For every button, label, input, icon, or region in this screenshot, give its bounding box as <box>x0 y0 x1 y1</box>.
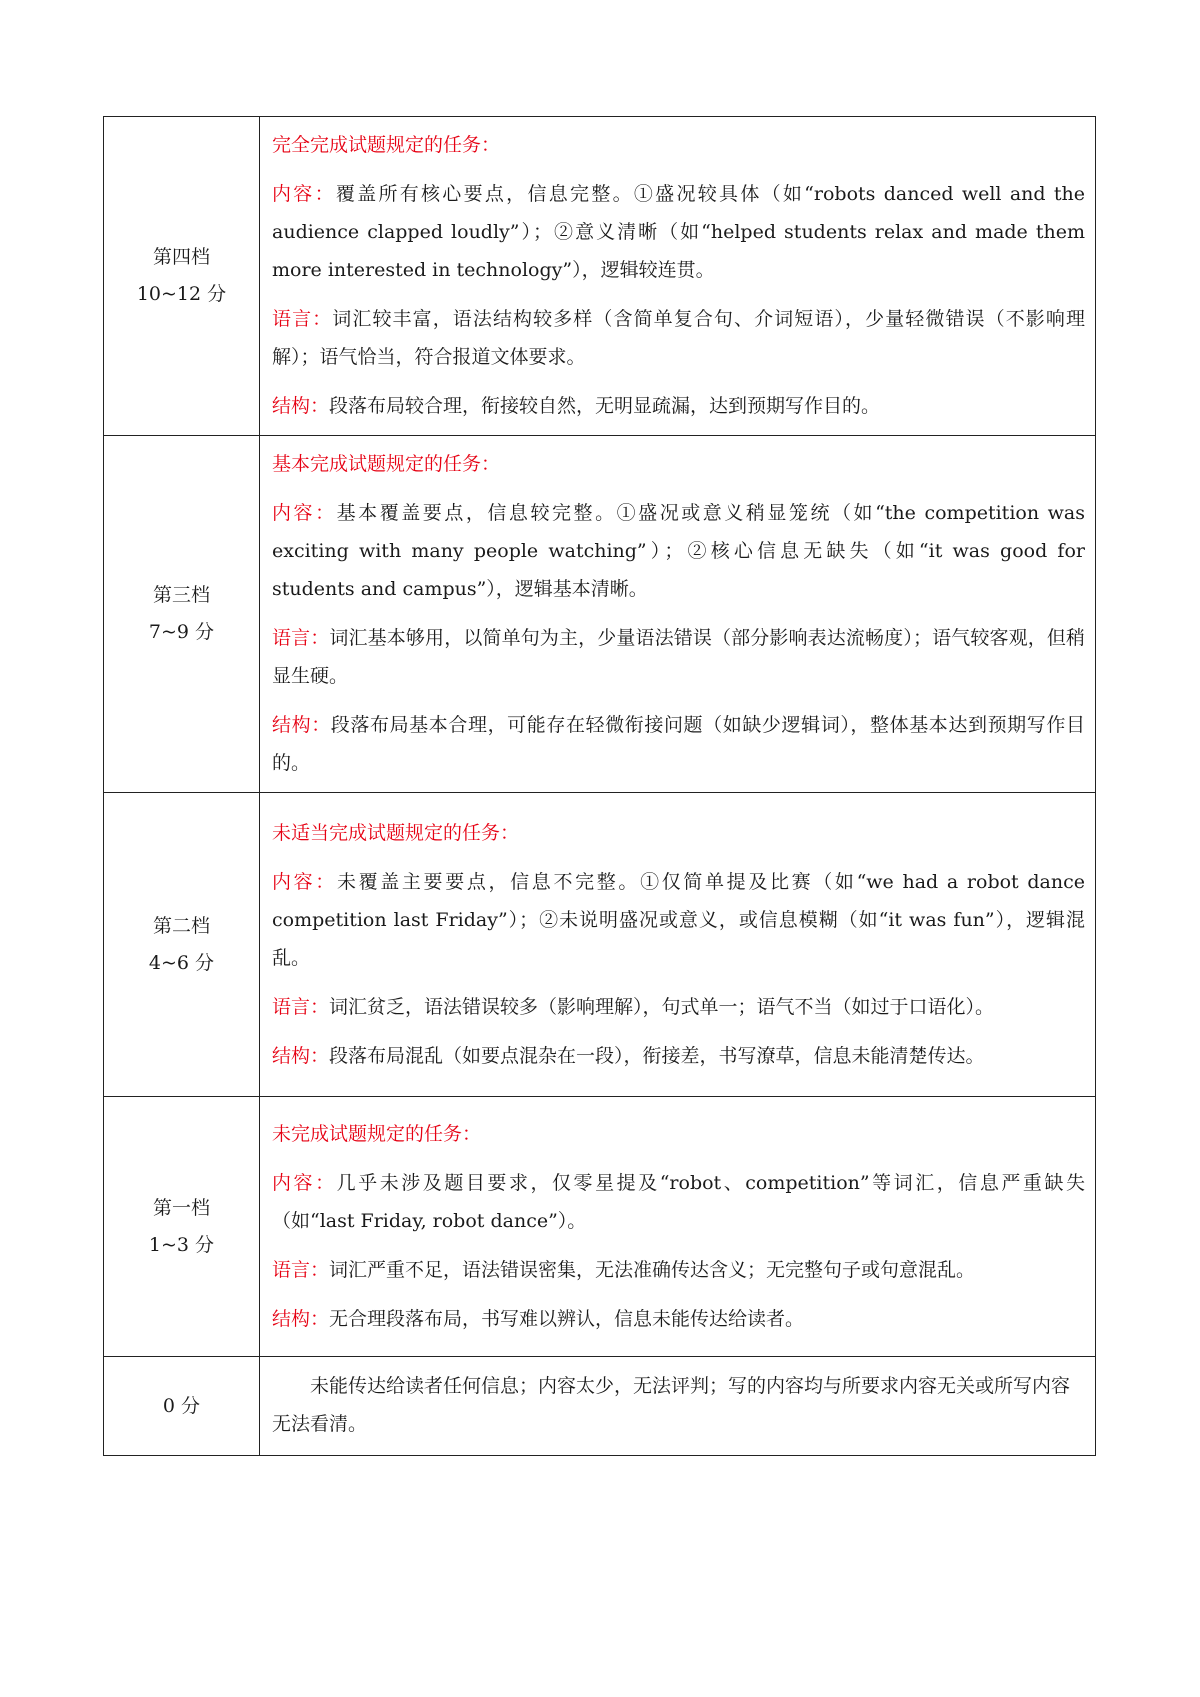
structure-criteria <box>272 1300 1085 1338</box>
rubric-row <box>104 117 1096 436</box>
structure-text: 段落布局较合理，衔接较自然，无明显疏漏，达到预期写作目的。 <box>329 395 881 417</box>
description-cell <box>260 436 1096 793</box>
content-text: 基本覆盖要点，信息较完整。①盛况或意义稍显笼统（如“the competition was exciting with many people watching”）；②核心信息无缺失（如“it was good for students and campus”），逻辑基本清晰。 <box>272 502 1085 600</box>
language-criteria <box>272 1251 1085 1289</box>
content-text: 未覆盖主要要点，信息不完整。①仅简单提及比赛（如“we had a robot dance competition last Friday”）；②未说明盛况或意义，或信息模糊（如“it was fun”），逻辑混乱。 <box>272 870 1085 969</box>
language-label: 语言： <box>272 1258 330 1281</box>
level-score: 0 分 <box>162 1394 201 1417</box>
structure-criteria <box>272 706 1085 782</box>
language-criteria <box>272 988 1085 1026</box>
content-text: 几乎未涉及题目要求，仅零星提及“robot、competition”等词汇，信息严重缺失（如“last Friday, robot dance”）。 <box>272 1171 1085 1232</box>
description-cell <box>260 793 1096 1097</box>
level-name: 第二档 <box>152 914 210 937</box>
structure-text: 段落布局基本合理，可能存在轻微衔接问题（如缺少逻辑词），整体基本达到预期写作目的。 <box>272 714 1085 774</box>
level-name: 第一档 <box>152 1196 210 1219</box>
level-cell <box>104 117 260 436</box>
rubric-row <box>104 793 1096 1097</box>
task-heading: 基本完成试题规定的任务： <box>272 453 501 475</box>
description-cell <box>260 1097 1096 1357</box>
level-name: 第四档 <box>152 246 210 268</box>
level-score: 1~3 分 <box>148 1233 215 1256</box>
language-text: 词汇较丰富，语法结构较多样（含简单复合句、介词短语），少量轻微错误（不影响理解）；语气恰当，符合报道文体要求。 <box>272 308 1085 368</box>
level-score: 10~12 分 <box>136 283 227 305</box>
rubric-row <box>104 1097 1096 1357</box>
level-score: 7~9 分 <box>148 621 215 643</box>
level-cell <box>104 436 260 793</box>
structure-criteria <box>272 387 1085 425</box>
level-cell <box>104 1357 260 1456</box>
language-label: 语言： <box>272 308 333 330</box>
language-label: 语言： <box>272 995 330 1018</box>
content-label: 内容： <box>272 1171 337 1194</box>
content-criteria <box>272 1164 1085 1240</box>
level-cell <box>104 793 260 1097</box>
structure-criteria <box>272 1037 1085 1075</box>
content-criteria <box>272 175 1085 289</box>
level-name: 第三档 <box>152 584 210 606</box>
level-score: 4~6 分 <box>148 951 215 974</box>
structure-text: 无合理段落布局，书写难以辨认，信息未能传达给读者。 <box>329 1307 805 1330</box>
zero-description: 未能传达给读者任何信息；内容太少，无法评判；写的内容均与所要求内容无关或所写内容无法看清。 <box>272 1375 1071 1435</box>
content-label: 内容： <box>272 183 336 205</box>
task-heading: 未适当完成试题规定的任务： <box>272 821 520 844</box>
content-criteria <box>272 494 1085 608</box>
structure-label: 结构： <box>272 1044 330 1067</box>
level-cell <box>104 1097 260 1357</box>
task-heading: 未完成试题规定的任务： <box>272 1122 482 1145</box>
rubric-row-zero <box>104 1357 1096 1456</box>
description-cell <box>260 1357 1096 1456</box>
language-text: 词汇贫乏，语法错误较多（影响理解），句式单一；语气不当（如过于口语化）。 <box>329 995 995 1018</box>
content-criteria <box>272 863 1085 977</box>
structure-label: 结构： <box>272 395 330 417</box>
language-text: 词汇基本够用，以简单句为主，少量语法错误（部分影响表达流畅度）；语气较客观，但稍显生硬。 <box>272 627 1085 687</box>
structure-label: 结构： <box>272 714 331 736</box>
scoring-rubric-table <box>103 116 1096 1456</box>
task-heading: 完全完成试题规定的任务： <box>272 134 501 156</box>
content-label: 内容： <box>272 502 337 524</box>
rubric-row <box>104 436 1096 793</box>
structure-text: 段落布局混乱（如要点混杂在一段），衔接差，书写潦草，信息未能清楚传达。 <box>329 1044 985 1067</box>
language-criteria <box>272 300 1085 376</box>
content-text: 覆盖所有核心要点，信息完整。①盛况较具体（如“robots danced well and the audience clapped loudly”）；②意义清晰（如“helped students relax and made them more interested in technology”），逻辑较连贯。 <box>272 183 1085 281</box>
description-cell <box>260 117 1096 436</box>
language-text: 词汇严重不足，语法错误密集，无法准确传达含义；无完整句子或句意混乱。 <box>329 1258 976 1281</box>
language-criteria <box>272 619 1085 695</box>
content-label: 内容： <box>272 870 337 893</box>
language-label: 语言： <box>272 627 330 649</box>
structure-label: 结构： <box>272 1307 330 1330</box>
